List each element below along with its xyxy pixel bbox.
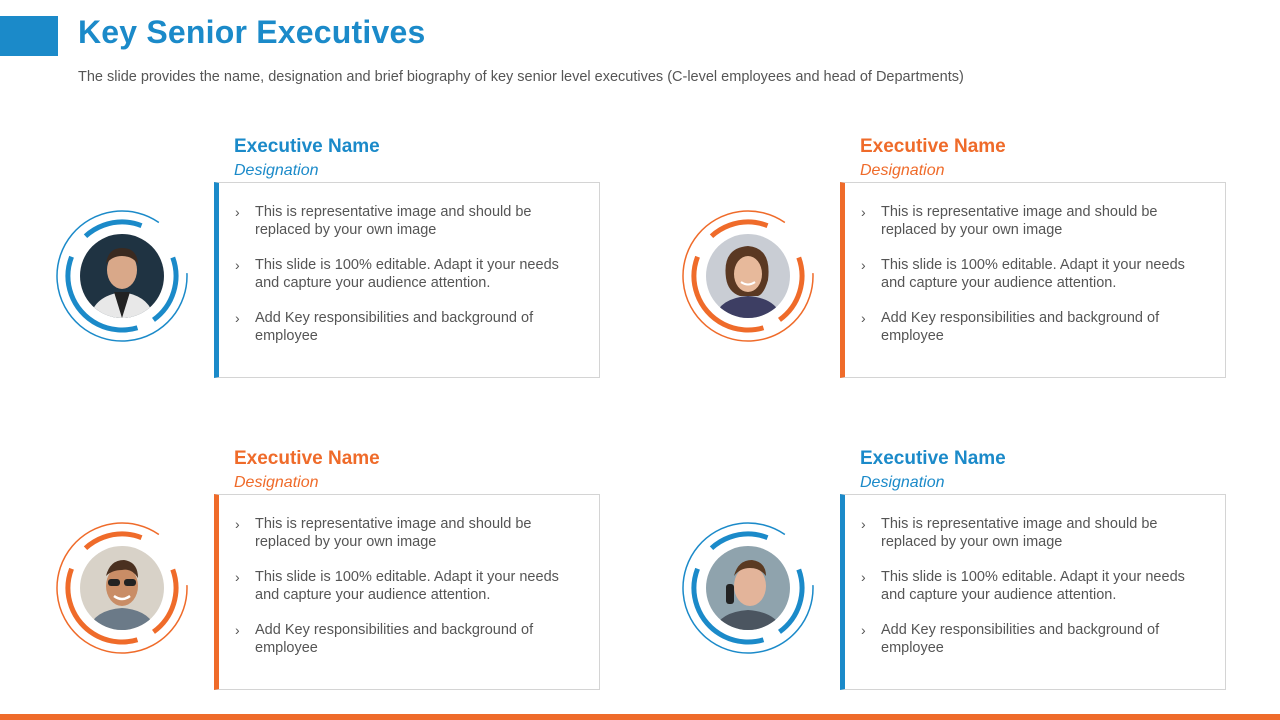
bio-box [840,182,1226,378]
page-title: Key Senior Executives [78,14,426,50]
executive-card-3 [54,448,654,708]
bio-list [845,183,1225,345]
executive-designation: Designation [234,162,319,179]
executive-card-4 [680,448,1280,708]
bio-box [214,494,600,690]
bio-list [219,183,599,345]
chevron-right-icon: › [861,204,866,220]
bio-item: › This is representative image and should be replaced by your own image [861,516,1158,550]
bio-item: › This is representative image and should be replaced by your own image [861,204,1158,238]
title-accent-bar [0,16,58,56]
avatar-ring [54,520,190,656]
page-subtitle: The slide provides the name, designation and brief biography of key senior level executives (C-level employees and head of Departments) [78,69,964,85]
chevron-right-icon: › [861,257,866,273]
bio-box [214,182,600,378]
chevron-right-icon: › [235,516,240,532]
executive-designation: Designation [860,162,945,179]
chevron-right-icon: › [235,204,240,220]
bio-item: › This slide is 100% editable. Adapt it your needs and capture your audience attention. [235,569,559,603]
executive-card-1 [54,136,654,396]
chevron-right-icon: › [235,310,240,326]
chevron-right-icon: › [861,310,866,326]
chevron-right-icon: › [235,257,240,273]
chevron-right-icon: › [861,516,866,532]
avatar-ring [680,208,816,344]
executive-name: Executive Name [234,448,380,469]
executive-name: Executive Name [234,136,380,157]
chevron-right-icon: › [861,569,866,585]
executive-designation: Designation [234,474,319,491]
bio-list [845,495,1225,657]
bio-item: › Add Key responsibilities and background of employee [861,622,1160,656]
executive-name: Executive Name [860,448,1006,469]
woman-portrait-icon [706,234,790,318]
executive-designation: Designation [860,474,945,491]
bio-item: › This is representative image and should be replaced by your own image [235,204,532,238]
man-portrait-icon [80,234,164,318]
executive-card-2 [680,136,1280,396]
chevron-right-icon: › [861,622,866,638]
man-sunglasses-portrait-icon [80,546,164,630]
footer-accent-bar [0,714,1280,720]
bio-list [219,495,599,657]
avatar-ring [680,520,816,656]
bio-item: › This slide is 100% editable. Adapt it your needs and capture your audience attention. [235,257,559,291]
chevron-right-icon: › [235,622,240,638]
bio-item: › Add Key responsibilities and background of employee [235,622,534,656]
man-phone-portrait-icon [706,546,790,630]
bio-item: › This slide is 100% editable. Adapt it your needs and capture your audience attention. [861,569,1185,603]
bio-item: › This slide is 100% editable. Adapt it your needs and capture your audience attention. [861,257,1185,291]
executive-name: Executive Name [860,136,1006,157]
bio-item: › Add Key responsibilities and background of employee [861,310,1160,344]
chevron-right-icon: › [235,569,240,585]
avatar-ring [54,208,190,344]
bio-item: › This is representative image and should be replaced by your own image [235,516,532,550]
bio-box [840,494,1226,690]
bio-item: › Add Key responsibilities and background of employee [235,310,534,344]
